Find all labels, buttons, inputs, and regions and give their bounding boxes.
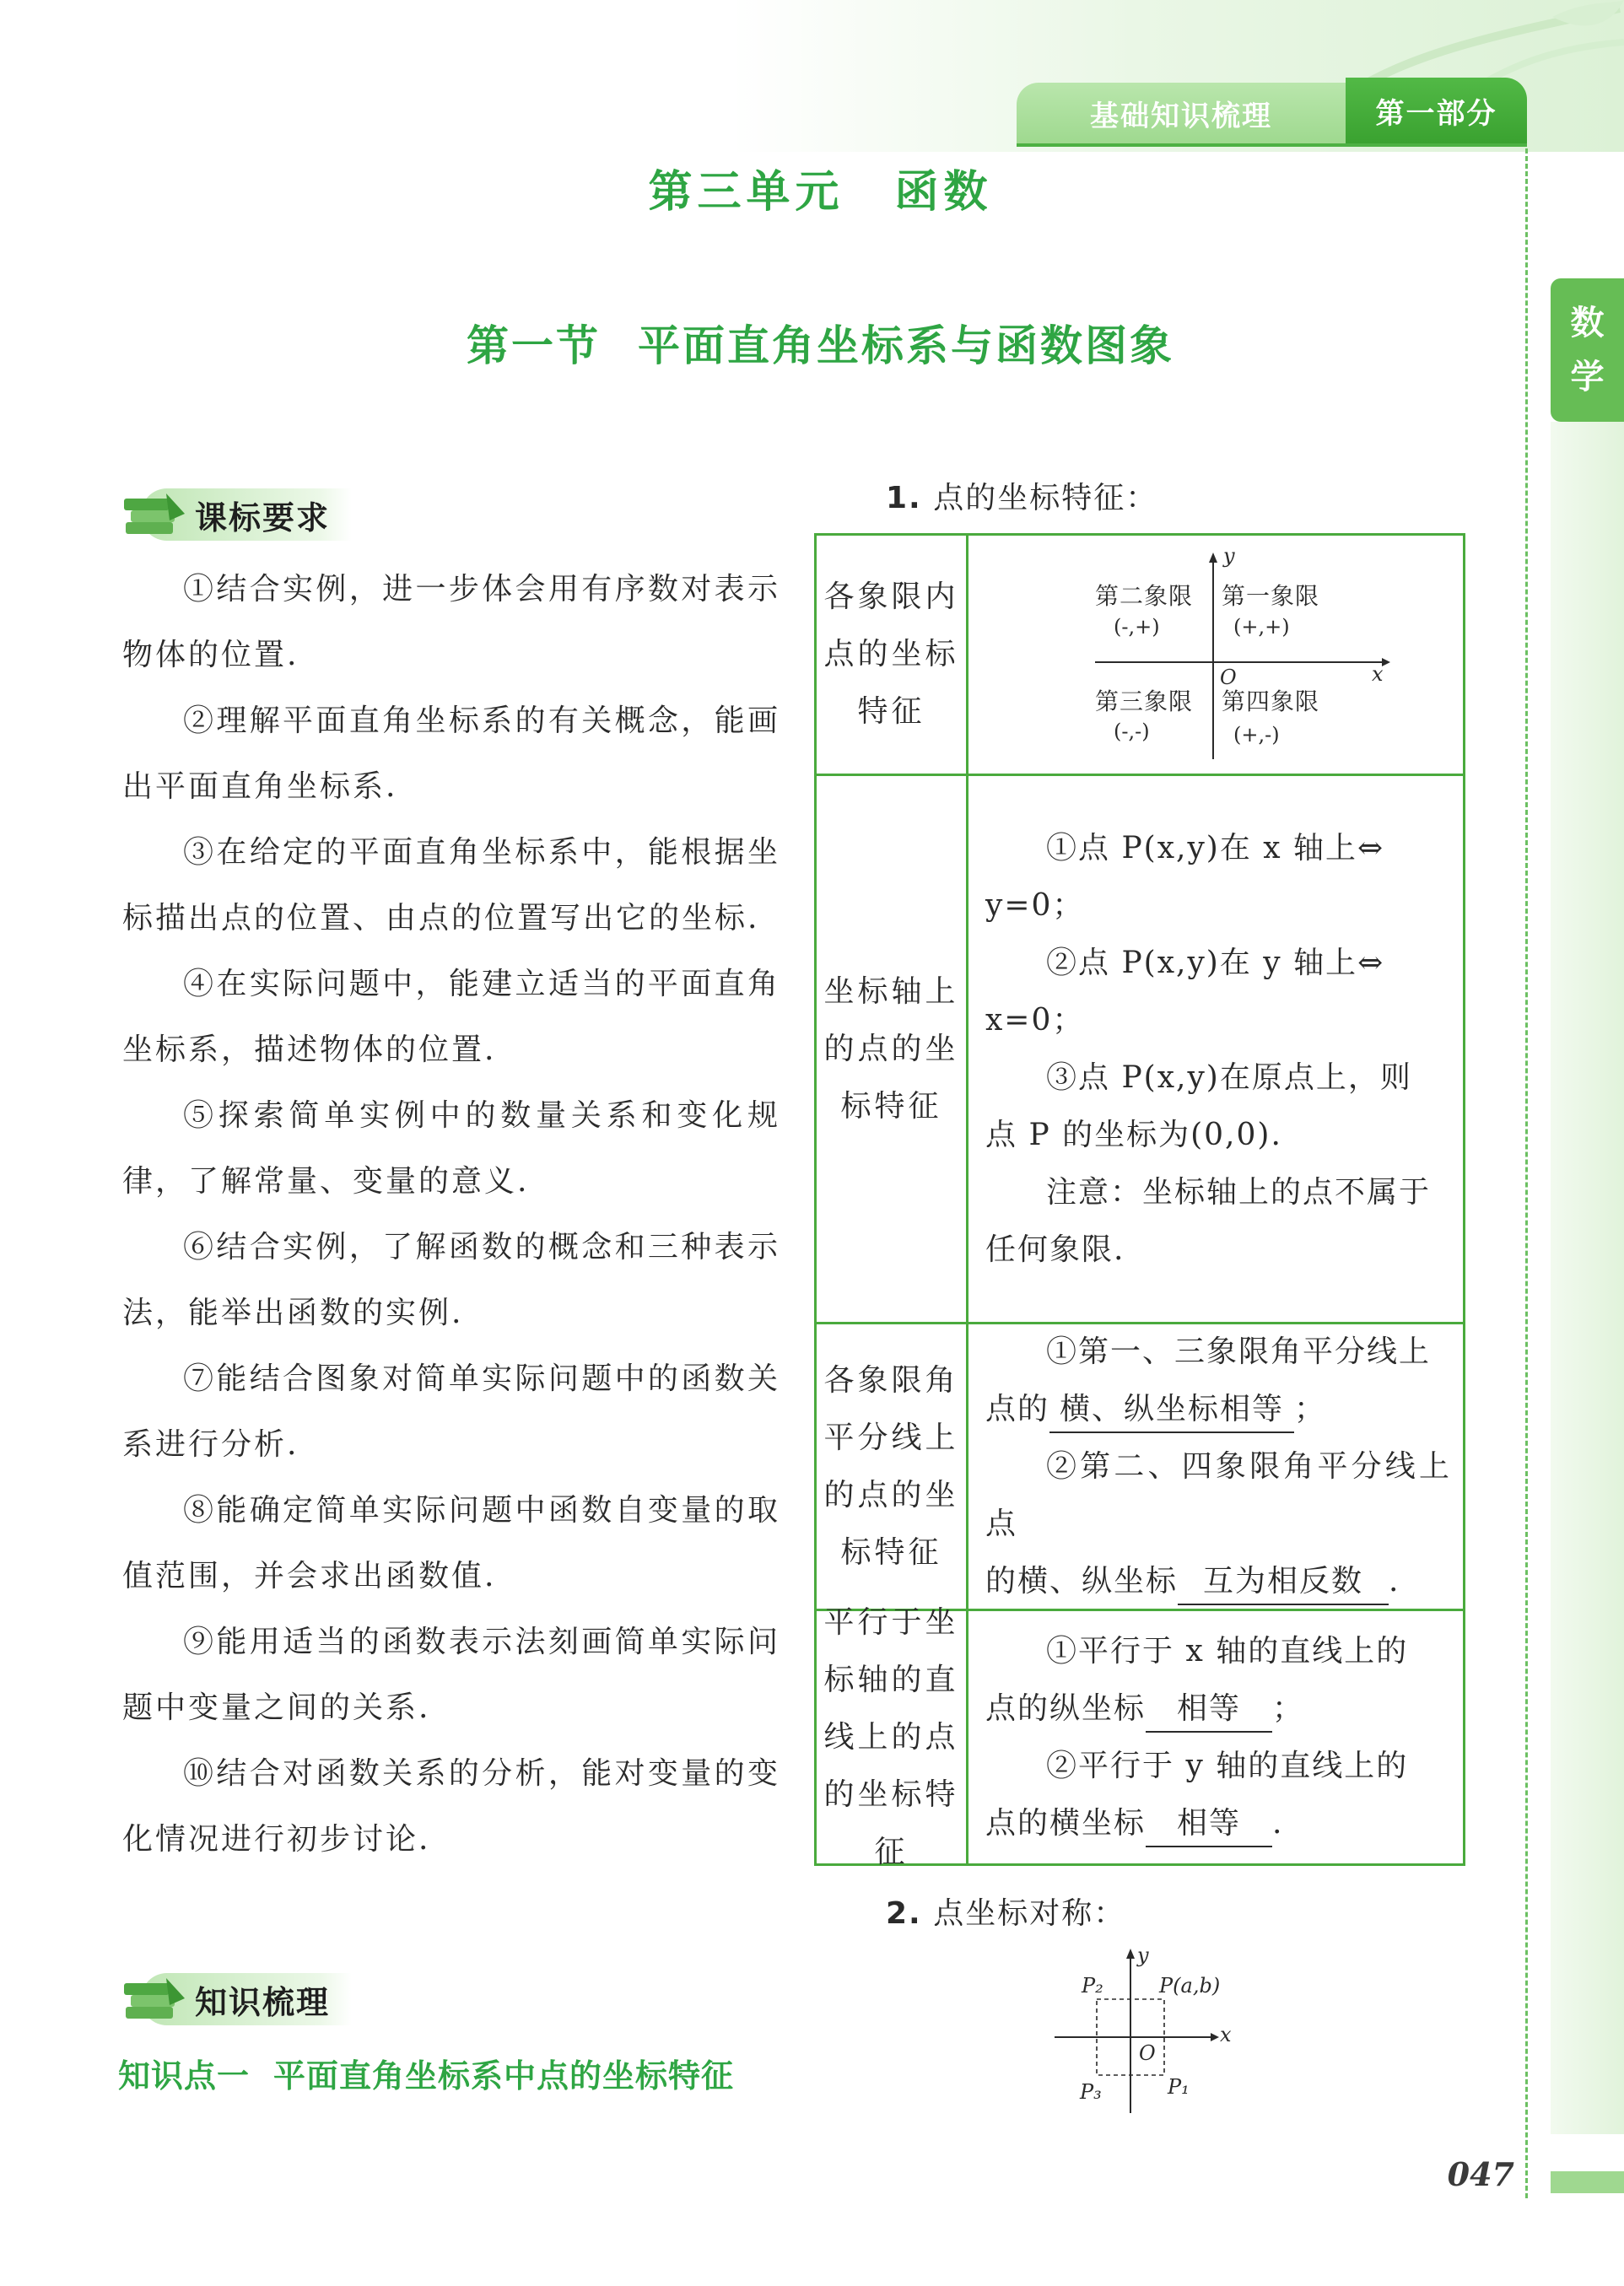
point-p-label: P(a,b)	[1159, 1974, 1221, 1998]
header-tab-basics: 基础知识梳理	[1017, 83, 1346, 143]
line-suffix: ；	[1272, 1690, 1305, 1726]
requirement-item: ⑥结合实例，了解函数的概念和三种表示法，能举出函数的实例.	[122, 1230, 780, 1330]
unit-title	[0, 156, 1624, 218]
unit-number: 第三单元	[648, 167, 844, 218]
point-p1-label: P₁	[1168, 2075, 1190, 2099]
content-line: ①平行于 x 轴的直线上的	[1046, 1633, 1409, 1669]
table-row	[817, 776, 1463, 1324]
answer-blank: 相等	[1146, 1687, 1272, 1733]
requirements-badge	[122, 486, 352, 543]
section-name: 平面直角坐标系与函数图象	[638, 321, 1174, 370]
line-prefix: 点的纵坐标	[985, 1690, 1147, 1726]
books-icon	[122, 488, 190, 541]
requirement-item: ⑩结合对函数关系的分析，能对变量的变化情况进行初步讨论.	[122, 1756, 780, 1857]
table-row	[817, 536, 1463, 776]
requirement-item: ⑨能用适当的函数表示法刻画简单实际问题中变量之间的关系.	[122, 1625, 780, 1725]
line-prefix: 的横、纵坐标	[985, 1563, 1179, 1599]
x-axis-label: x	[1220, 2023, 1232, 2046]
content-line	[985, 1381, 1451, 1438]
table-row	[817, 1324, 1463, 1611]
requirement-item: ⑧能确定简单实际问题中函数自变量的取值范围，并会求出函数值.	[122, 1493, 780, 1593]
x-axis-label: x	[1372, 662, 1384, 686]
content-line: ③点 P(x,y)在原点上，则	[1046, 1059, 1412, 1095]
heading-number: 2.	[886, 1896, 922, 1931]
row-content	[968, 536, 1463, 774]
requirements-badge-label: 课标要求	[141, 488, 352, 541]
heading-number: 1.	[886, 481, 922, 515]
answer-blank: 横、纵坐标相等	[1049, 1388, 1294, 1433]
row-label: 平行于坐标轴的直线上的点的坐标特征	[817, 1611, 968, 1863]
content-line: ②点 P(x,y)在 y 轴上⇔	[1046, 945, 1385, 980]
quadrant-4-label: 第四象限	[1222, 687, 1320, 715]
symmetry-diagram	[1055, 1940, 1265, 2126]
origin-label: O	[1139, 2041, 1156, 2065]
table-row	[817, 1604, 1463, 1869]
requirement-item: ⑦能结合图象对简单实际问题中的函数关系进行分析.	[122, 1361, 780, 1462]
content-line: ②第二、四象限角平分线上点	[985, 1448, 1451, 1541]
header-rule	[1017, 143, 1527, 147]
row-content	[968, 1324, 1463, 1609]
books-icon	[122, 1973, 190, 2025]
y-axis-label: y	[1223, 544, 1235, 568]
requirements-list	[122, 557, 780, 1873]
line-prefix: 点的	[985, 1391, 1050, 1426]
content-line: y=0；	[985, 887, 1085, 923]
content-line	[985, 1795, 1451, 1852]
knowledge-badge	[122, 1971, 352, 2028]
content-line: ①第一、三象限角平分线上	[1046, 1334, 1432, 1369]
row-label: 坐标轴上的点的坐标特征	[817, 776, 968, 1322]
knowledge-point-label: 知识点一	[118, 2057, 251, 2095]
quadrant-1-label: 第一象限	[1222, 582, 1320, 610]
row-content	[968, 1611, 1463, 1863]
symmetry-heading	[886, 1890, 1125, 1933]
quadrant-3-label: 第三象限	[1095, 687, 1194, 715]
line-suffix: .	[1272, 1805, 1284, 1841]
side-strip	[1551, 422, 1624, 2134]
point-p3-label: P₃	[1080, 2080, 1102, 2104]
requirement-item: ④在实际问题中，能建立适当的平面直角坐标系，描述物体的位置.	[122, 967, 780, 1067]
quadrant-2-label: 第二象限	[1095, 582, 1194, 610]
content-line: 注意：坐标轴上的点不属于	[1046, 1174, 1432, 1210]
line-suffix: ；	[1294, 1391, 1327, 1426]
page-number: 047	[1447, 2155, 1514, 2193]
unit-name: 函数	[894, 167, 993, 218]
requirement-item: ①结合实例，进一步体会用有序数对表示物体的位置.	[122, 572, 780, 672]
side-tab-char-2: 学	[1570, 358, 1605, 396]
content-line: x=0；	[985, 1002, 1085, 1038]
row-label: 各象限角平分线上的点的坐标特征	[817, 1324, 968, 1609]
quadrant-1-sign: (+,+)	[1233, 615, 1290, 639]
content-line	[985, 1553, 1451, 1610]
line-suffix: .	[1389, 1563, 1400, 1599]
y-axis-label: y	[1137, 1944, 1149, 1967]
knowledge-point-heading	[118, 2050, 793, 2109]
quadrant-2-sign: (-,+)	[1114, 615, 1160, 639]
origin-label: O	[1220, 666, 1237, 689]
quadrant-4-sign: (+,-)	[1233, 723, 1280, 747]
line-prefix: 点的横坐标	[985, 1805, 1147, 1841]
quadrant-3-sign: (-,-)	[1114, 720, 1150, 743]
footer-bar	[1551, 2171, 1624, 2193]
heading-text: 点的坐标特征：	[933, 481, 1158, 515]
point-p2-label: P₂	[1082, 1974, 1103, 1998]
quadrant-diagram	[1078, 544, 1441, 772]
answer-blank: 互为相反数	[1178, 1560, 1389, 1605]
row-content	[968, 776, 1463, 1322]
margin-dashed-rule	[1525, 148, 1528, 2198]
requirement-item: ⑤探索简单实例中的数量关系和变化规律，了解常量、变量的意义.	[122, 1098, 780, 1199]
section-title	[0, 312, 1624, 371]
knowledge-badge-label: 知识梳理	[141, 1973, 352, 2025]
requirement-item: ③在给定的平面直角坐标系中，能根据坐标描出点的位置、由点的位置写出它的坐标.	[122, 835, 780, 935]
content-line: 任何象限.	[985, 1232, 1125, 1267]
row-label: 各象限内点的坐标特征	[817, 536, 968, 774]
content-line: 点 P 的坐标为(0,0).	[985, 1117, 1282, 1152]
answer-blank: 相等	[1146, 1802, 1272, 1847]
coordinate-features-table	[814, 533, 1465, 1869]
heading-text: 点坐标对称：	[933, 1896, 1126, 1931]
knowledge-point-title: 平面直角坐标系中点的坐标特征	[273, 2057, 735, 2095]
section-number: 第一节	[467, 321, 601, 370]
requirement-item: ②理解平面直角坐标系的有关概念，能画出平面直角坐标系.	[122, 704, 780, 804]
content-line: ①点 P(x,y)在 x 轴上⇔	[1046, 830, 1385, 865]
coordinate-features-heading	[886, 474, 1157, 517]
side-tab-char-1: 数	[1570, 304, 1605, 342]
content-line: ②平行于 y 轴的直线上的	[1046, 1748, 1409, 1783]
header-tab-part-one: 第一部分	[1346, 78, 1527, 143]
content-line	[985, 1680, 1451, 1738]
